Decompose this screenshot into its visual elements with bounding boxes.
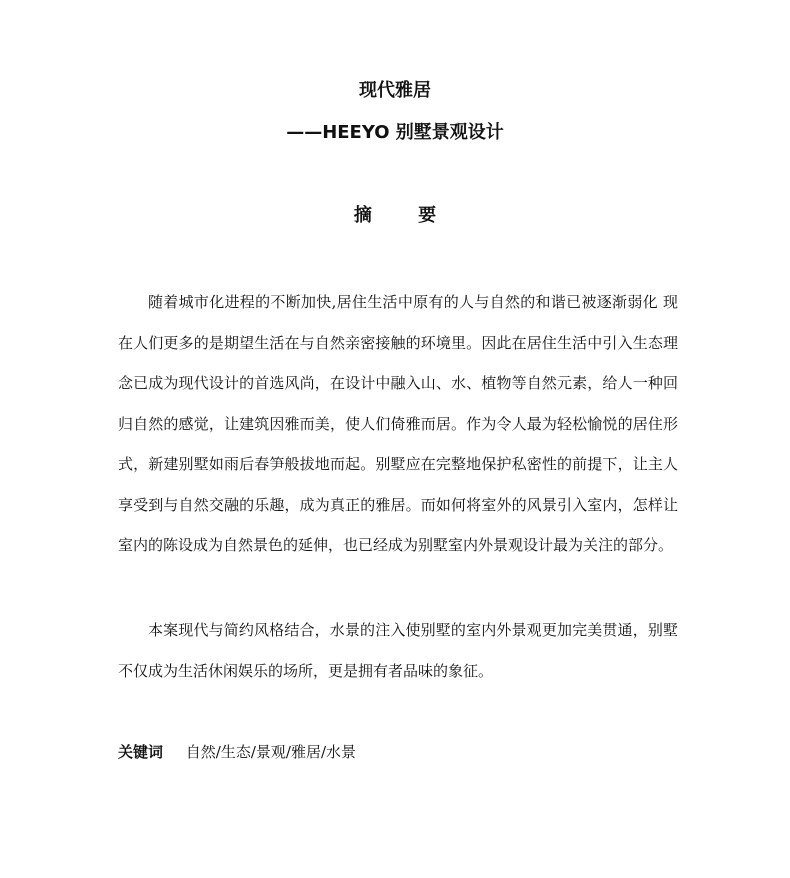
document-title: 现代雅居 xyxy=(359,80,431,101)
document-subtitle: ——HEEYO 别墅景观设计 xyxy=(286,122,504,143)
abstract-paragraph-2: 本案现代与简约风格结合，水景的注入使别墅的室内外景观更加完美贯通，别墅不仅成为生活休闲娱乐的场所，更是拥有者品味的象征。 xyxy=(118,621,678,680)
keywords-value: 自然/生态/景观/雅居/水景 xyxy=(185,743,357,761)
abstract-heading: 摘 要 xyxy=(353,205,457,226)
abstract-paragraph-1: 随着城市化进程的不断加快,居住生活中原有的人与自然的和谐已被逐渐弱化 现在人们更多的是期望生活在与自然亲密接触的环境里。因此在居住生活中引入生态理念已成为现代设计的首选风尚，在设计中融入山、水、植物等自然元素，给人一种回归自然的感觉，让建筑因雅而美，使人们倚雅而居。作为令人最为轻松愉悦的居住形式，新建别墅如雨后春笋般拔地而起。别墅应在完整地保护私密性的前提下，让主人享受到与自然交融的乐趣，成为真正的雅居。而如何将室外的风景引入室内，怎样让室内的陈设成为自然景色的延伸，也已经成为别墅室内外景观设计最为关注的部分。 xyxy=(118,293,678,554)
keywords-label: 关键词 xyxy=(118,743,164,761)
keywords-line xyxy=(118,741,356,763)
